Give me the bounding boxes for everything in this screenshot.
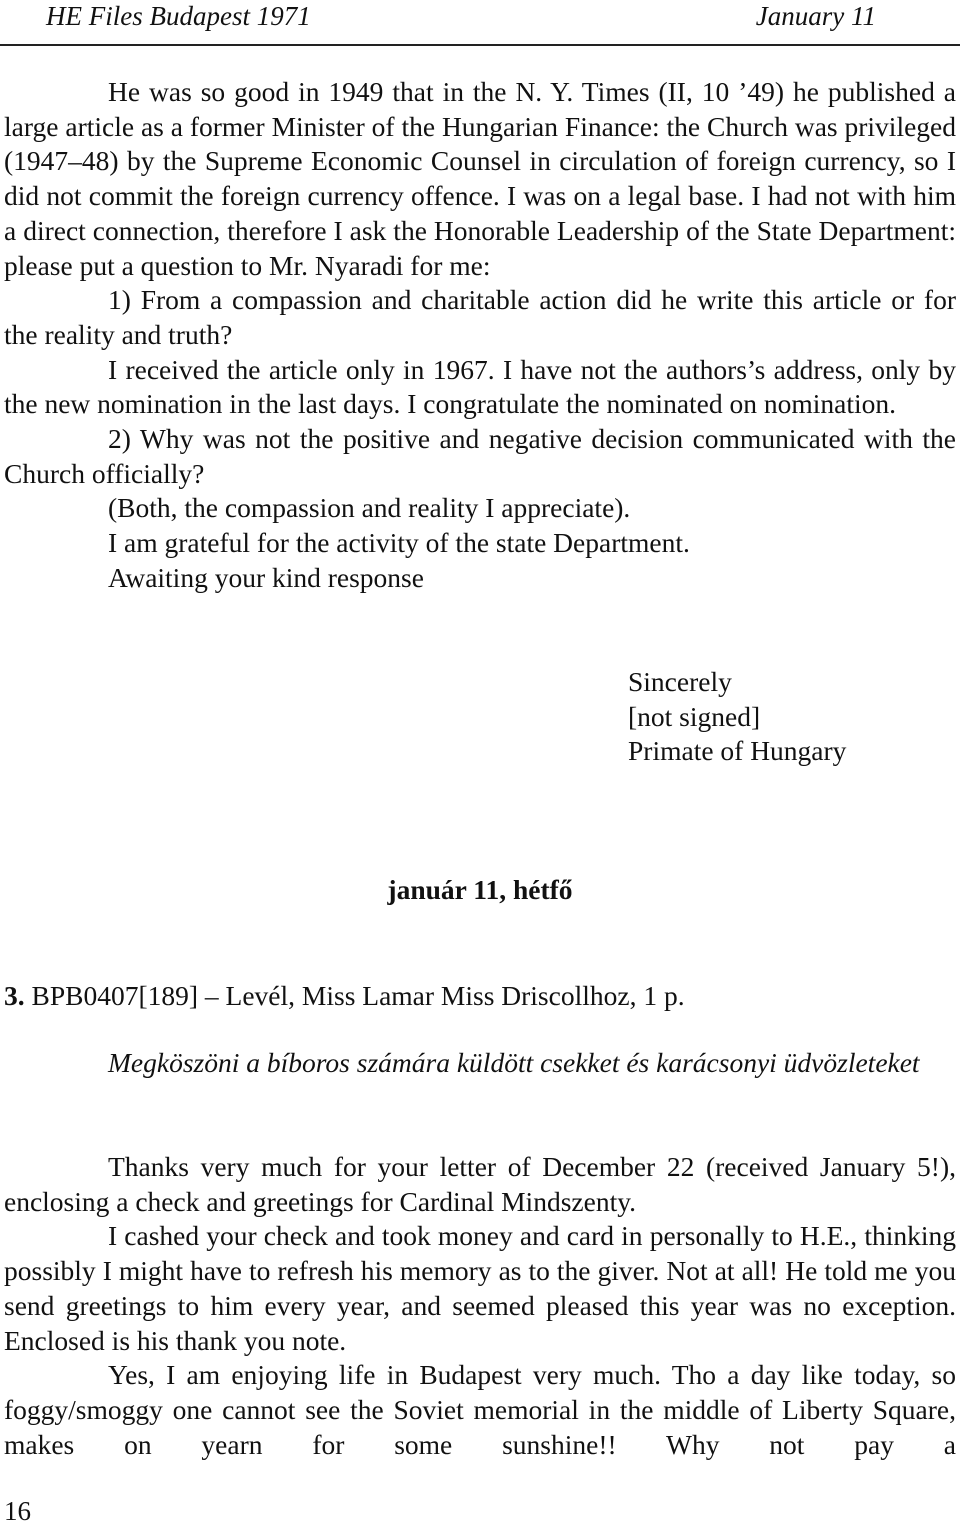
document-summary: Megköszöni a bíboros számára küldött csekket és karácsonyi üdvözleteket [108,1047,920,1078]
header-rule [0,44,960,46]
summary-block [4,1046,956,1081]
document-reference-line [4,979,956,1014]
letter1-paragraph-4: 2) Why was not the positive and negative decision communicated with the Church officially? [4,423,956,489]
running-header [46,0,876,36]
letter-body-2 [4,1150,956,1462]
letter-body-1 [4,75,956,596]
date-heading: január 11, hétfő [387,874,573,905]
letter1-paragraph-3: I received the article only in 1967. I have not the authors’s address, only by the new nomination in the last days. I congratulate the nominated on nomination. [4,353,956,420]
header-title: HE Files Budapest 1971 [46,1,311,31]
letter1-paragraph-1: He was so good in 1949 that in the N. Y. Times (II, 10 ’49) he published a large article as a former Minister of the Hungarian Finance: the Church was privileged (1947–48) by the Supreme Economic Counsel in circulation of foreign currency, so I did not commit the foreign currency offence. I was on a legal base. I had not with him a direct connection, therefore I ask the Honorable Leadership of the State Department: please put a question to Mr. Nyaradi for me: [4,76,956,281]
signature-note: [not signed] [628,700,761,732]
letter1-paragraph-5: (Both, the compassion and reality I appreciate). [108,492,631,524]
letter1-paragraph-7: Awaiting your kind response [108,561,424,593]
document-number: 3. [4,980,25,1011]
signature-block [628,665,948,769]
letter1-paragraph-2: 1) From a compassion and charitable action did he write this article or for the reality and truth? [4,284,956,350]
signature-title: Primate of Hungary [628,735,847,767]
letter2-paragraph-1: Thanks very much for your letter of December 22 (received January 5!), enclosing a check and greetings for Cardinal Mindszenty. [4,1151,956,1217]
letter2-paragraph-3: Yes, I am enjoying life in Budapest very much. Tho a day like today, so foggy/smoggy one cannot see the Soviet memorial in the middle of Liberty Square, makes on yearn for some sunshine!! Why not pay a [4,1359,956,1460]
signature-closing: Sincerely [628,666,732,697]
header-date: January 11 [755,1,876,31]
page-number: 16 [4,1496,31,1526]
document-reference: BPB0407[189] – Levél, Miss Lamar Miss Driscollhoz, 1 p. [31,980,685,1011]
letter2-paragraph-2: I cashed your check and took money and card in personally to H.E., thinking possibly I might have to refresh his memory as to the giver. Not at all! He told me you send greetings to him every year, and seemed pleased this year was no exception. Enclosed is his thank you note. [4,1220,956,1356]
letter1-paragraph-6: I am grateful for the activity of the state Department. [108,527,690,559]
